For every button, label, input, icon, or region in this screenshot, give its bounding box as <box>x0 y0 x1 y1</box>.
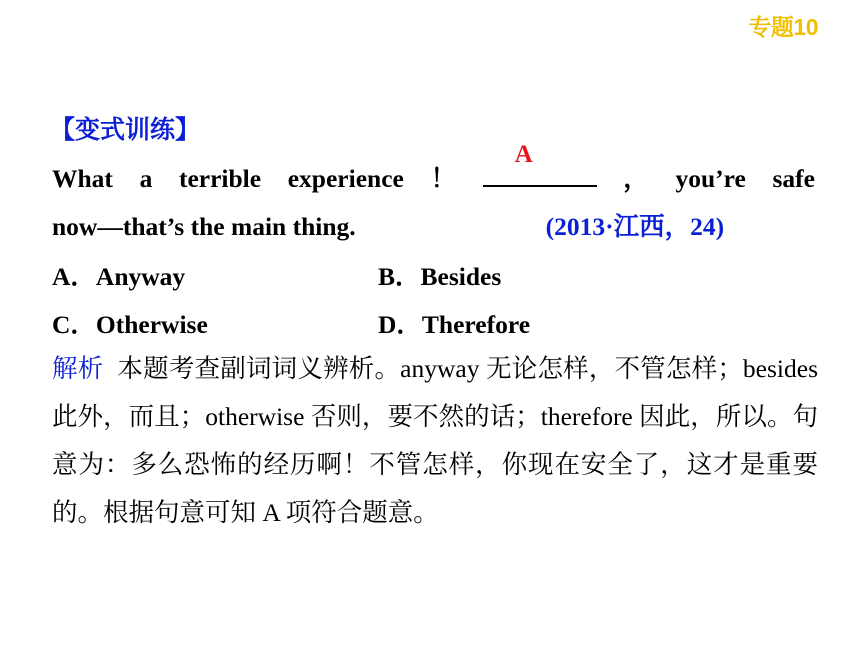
question-word: terrible <box>178 164 262 193</box>
analysis-text: 本题考查副词词义辨析。anyway 无论怎样，不管怎样；besides 此外，而且；otherwise 否则，要不然的话；therefore 因此，所以。句意为：多么恐怖的经历啊！不管怎样，你现在安全了，这才是重要的。根据句意可知 A 项符合题意。 <box>52 354 818 527</box>
question-word: experience <box>287 164 404 193</box>
option-a: A．Anyway <box>52 262 186 291</box>
answer-text: A <box>514 141 533 168</box>
section-title: 【变式训练】 <box>50 115 201 144</box>
analysis-paragraph <box>52 345 818 537</box>
topic-tag: 专题10 <box>748 14 818 40</box>
answer-options <box>52 253 815 349</box>
question-word: you’re <box>675 164 746 193</box>
options-row <box>52 301 815 349</box>
option-c: C．Otherwise <box>52 310 208 339</box>
option-d: D．Therefore <box>378 310 531 339</box>
option-b: B．Besides <box>378 262 502 291</box>
question-line-2 <box>52 203 815 251</box>
question-word: ， <box>623 164 649 193</box>
question-word: What <box>52 164 113 193</box>
question-word: a <box>139 164 153 193</box>
analysis-label: 解析 <box>52 354 104 383</box>
options-row <box>52 253 815 301</box>
question <box>52 141 815 251</box>
answer-blank <box>483 141 597 187</box>
question-text-line-2: now—that’s the main thing. <box>52 212 356 241</box>
question-source: (2013·江西，24) <box>545 212 725 241</box>
question-word: safe <box>772 164 815 193</box>
question-word: ！ <box>430 164 456 193</box>
question-line-1 <box>52 141 815 203</box>
